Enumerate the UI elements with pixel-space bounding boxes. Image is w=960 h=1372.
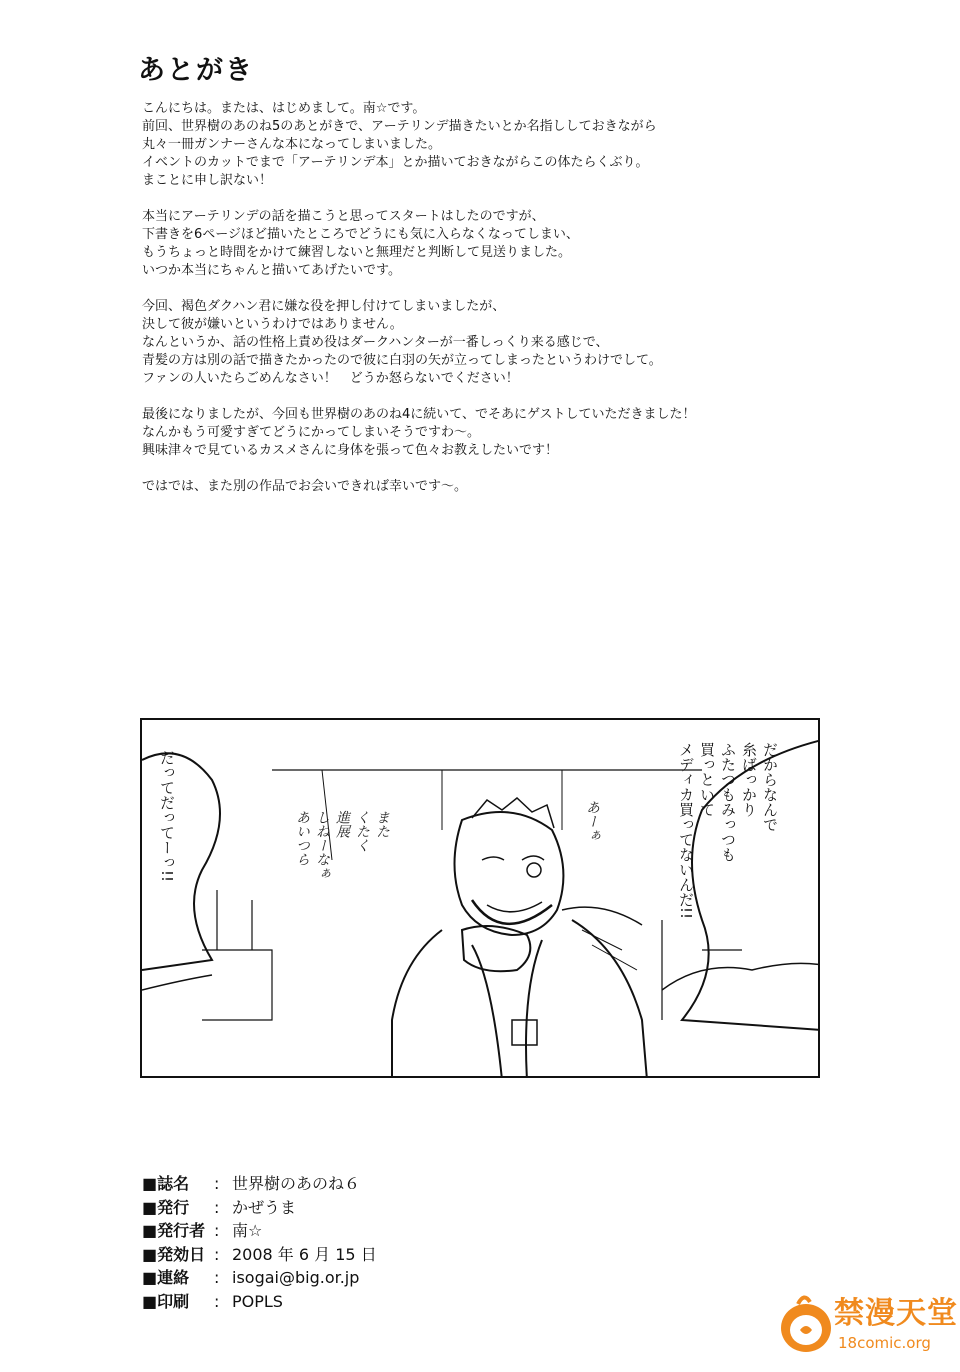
paragraph-5 — [142, 478, 782, 496]
character-head — [455, 812, 564, 935]
colophon-value: isogai@big.or.jp — [232, 1268, 360, 1287]
colophon-key: ■発行者 — [142, 1221, 206, 1240]
colophon-row — [142, 1243, 377, 1267]
text-line: 青髪の方は別の話で描きたかったので彼に白羽の矢が立ってしまったというわけでして。 — [142, 353, 662, 368]
left-speech-balloon — [156, 750, 177, 882]
left-balloon-outline — [142, 753, 220, 970]
balloon-line: だってだってーっ!! — [158, 750, 176, 883]
colophon-row — [142, 1196, 377, 1220]
colophon-value: 2008 年 6 月 15 日 — [232, 1244, 377, 1264]
text-line: こんにちは。または、はじめまして。南☆です。 — [142, 101, 426, 116]
text-line: ではでは、また別の作品でお会いできれば幸いです〜。 — [142, 479, 468, 494]
colophon-row — [142, 1290, 377, 1314]
murmur-line: あーぁ — [584, 800, 600, 842]
watermark-logo — [776, 1282, 956, 1364]
paragraph-4 — [142, 406, 782, 460]
text-line: まことに申し訳ない！ — [142, 173, 273, 188]
balloon-line: だからなんで — [761, 742, 779, 832]
balloon-line: 糸ばっかり — [740, 742, 758, 817]
colophon-key: ■印刷 — [142, 1291, 190, 1311]
colophon-key: ■発効日 — [142, 1244, 206, 1264]
text-line: 下書きを6ページほど描いたところでどうにも気に入らなくなってしまい、 — [142, 227, 579, 242]
text-line: 決して彼が嫌いというわけではありません。 — [142, 317, 403, 332]
text-line: ファンの人いたらごめんなさい！ どうか怒らないでください！ — [142, 371, 519, 386]
murmur-line: 進展 — [334, 810, 350, 838]
paragraph-1 — [142, 100, 782, 190]
paragraph-2 — [142, 208, 782, 280]
paragraph-3 — [142, 298, 782, 388]
colophon-key: ■発行 — [142, 1197, 190, 1217]
colophon-separator: : — [214, 1197, 220, 1217]
text-line: なんというか、話の性格上責め役はダークハンターが一番しっくり来る感じで、 — [142, 335, 609, 350]
colophon-separator: : — [214, 1244, 220, 1264]
colophon-value: かぜうま — [232, 1197, 297, 1217]
colophon-row — [142, 1266, 377, 1290]
colophon-separator: : — [214, 1174, 220, 1193]
colophon — [142, 1172, 377, 1313]
colophon-separator: : — [214, 1268, 220, 1287]
text-line: 最後になりましたが、今回も世界樹のあのね4に続いて、でそあにゲストしていただきました！ — [142, 407, 696, 422]
comic-panel — [140, 718, 820, 1078]
text-line: 今回、褐色ダクハン君に嫌な役を押し付けてしまいましたが、 — [142, 299, 506, 314]
colophon-separator: : — [214, 1221, 220, 1240]
colophon-row — [142, 1172, 377, 1196]
right-speech-balloon — [675, 742, 780, 919]
text-line: いつか本当にちゃんと描いてあげたいです。 — [142, 263, 401, 278]
watermark-name: 禁漫天堂 — [834, 1296, 958, 1331]
colophon-row — [142, 1219, 377, 1243]
afterword-title: あとがき — [138, 55, 254, 86]
murmur-right — [582, 800, 602, 842]
balloon-line: メディカ買ってないんだ!! — [677, 742, 695, 920]
text-line: 前回、世界樹のあのね5のあとがきで、アーテリンデ描きたいとか名指ししておきながら — [142, 119, 657, 134]
balloon-line: 買っといて — [698, 742, 716, 817]
text-line: 丸々一冊ガンナーさんな本になってしまいました。 — [142, 137, 442, 152]
text-line: イベントのカットでまで「アーテリンデ本」とか描いておきながらこの体たらくぶり。 — [142, 155, 649, 170]
text-line: なんかもう可愛すぎてどうにかってしまいそうですわ〜。 — [142, 425, 481, 440]
murmur-line: くたく — [354, 810, 370, 852]
colophon-key: ■誌名 — [142, 1174, 190, 1193]
balloon-line: ふたつもみっつも — [719, 742, 737, 862]
text-line: 興味津々で見ているカスメさんに身体を張って色々お教えしたいです！ — [142, 443, 559, 458]
murmur-left — [292, 810, 392, 880]
murmur-line: あいつら — [294, 810, 310, 866]
text-line: 本当にアーテリンデの話を描こうと思ってスタートはしたのですが、 — [142, 209, 545, 224]
colophon-value: 南☆ — [232, 1221, 263, 1240]
watermark-url: 18comic.org — [838, 1334, 931, 1352]
colophon-value: 世界樹のあのね６ — [232, 1174, 361, 1193]
text-line: もうちょっと時間をかけて練習しないと無理だと判断して見送りました。 — [142, 245, 572, 260]
mascot-icon — [776, 1290, 834, 1356]
colophon-key: ■連絡 — [142, 1268, 190, 1287]
colophon-value: POPLS — [232, 1291, 283, 1311]
murmur-line: また — [374, 810, 390, 838]
murmur-line: しねーなぁ — [314, 810, 330, 880]
afterword-body — [142, 100, 782, 514]
colophon-separator: : — [214, 1291, 220, 1311]
